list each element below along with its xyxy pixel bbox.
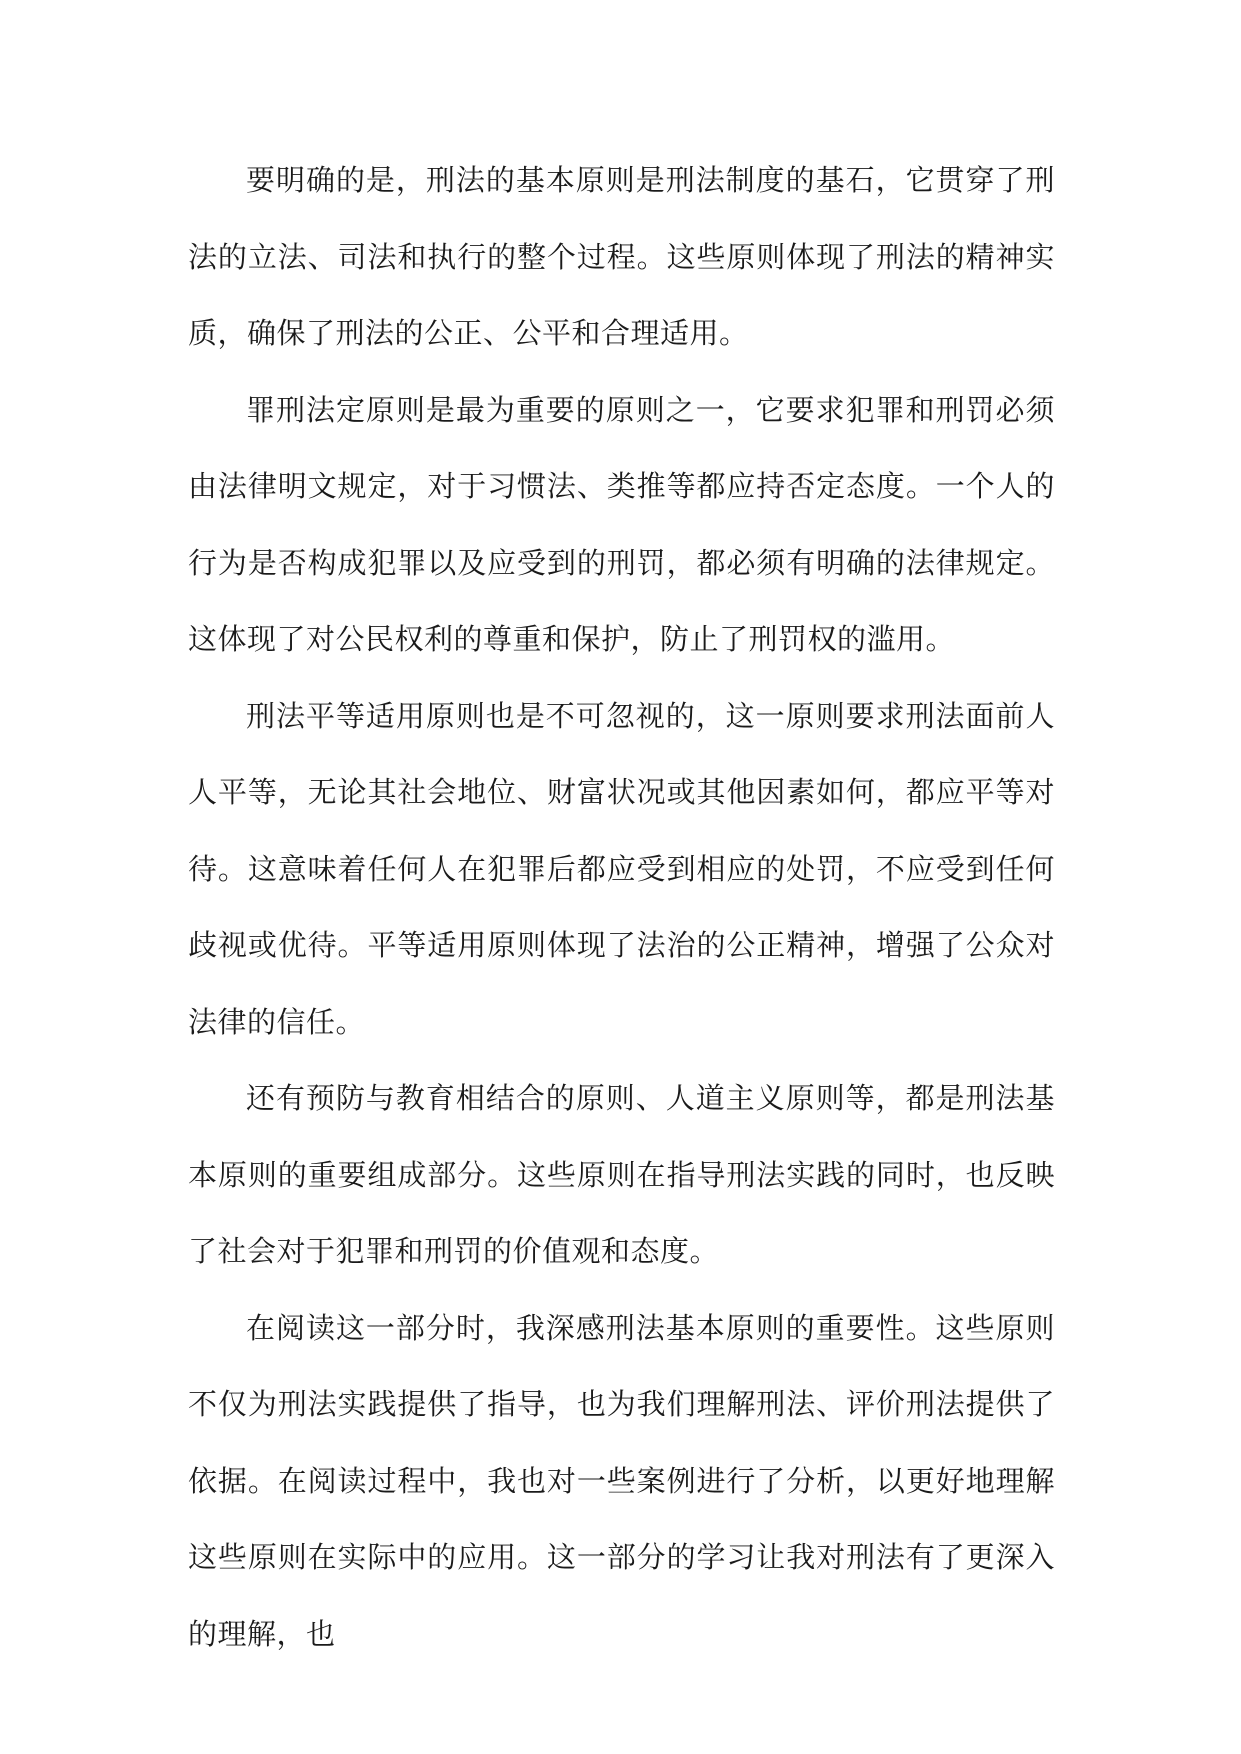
paragraph-1: 要明确的是，刑法的基本原则是刑法制度的基石，它贯穿了刑法的立法、司法和执行的整个过程。这些原则体现了刑法的精神实质，确保了刑法的公正、公平和合理适用。 [188, 163, 1055, 350]
paragraph-3: 刑法平等适用原则也是不可忽视的，这一原则要求刑法面前人人平等，无论其社会地位、财富状况或其他因素如何，都应平等对待。这意味着任何人在犯罪后都应受到相应的处罚，不应受到任何歧视或优待。平等适用原则体现了法治的公正精神，增强了公众对法律的信任。 [188, 698, 1055, 1039]
paragraph-2: 罪刑法定原则是最为重要的原则之一，它要求犯罪和刑罚必须由法律明文规定，对于习惯法、类推等都应持否定态度。一个人的行为是否构成犯罪以及应受到的刑罚，都必须有明确的法律规定。这体现了对公民权利的尊重和保护，防止了刑罚权的滥用。 [188, 392, 1055, 656]
paragraph-5: 在阅读这一部分时，我深感刑法基本原则的重要性。这些原则不仅为刑法实践提供了指导，也为我们理解刑法、评价刑法提供了依据。在阅读过程中，我也对一些案例进行了分析，以更好地理解这些原则在实际中的应用。这一部分的学习让我对刑法有了更深入的理解，也 [188, 1310, 1055, 1651]
document-body [188, 142, 1055, 1672]
paragraph-4: 还有预防与教育相结合的原则、人道主义原则等，都是刑法基本原则的重要组成部分。这些原则在指导刑法实践的同时，也反映了社会对于犯罪和刑罚的价值观和态度。 [188, 1081, 1055, 1268]
